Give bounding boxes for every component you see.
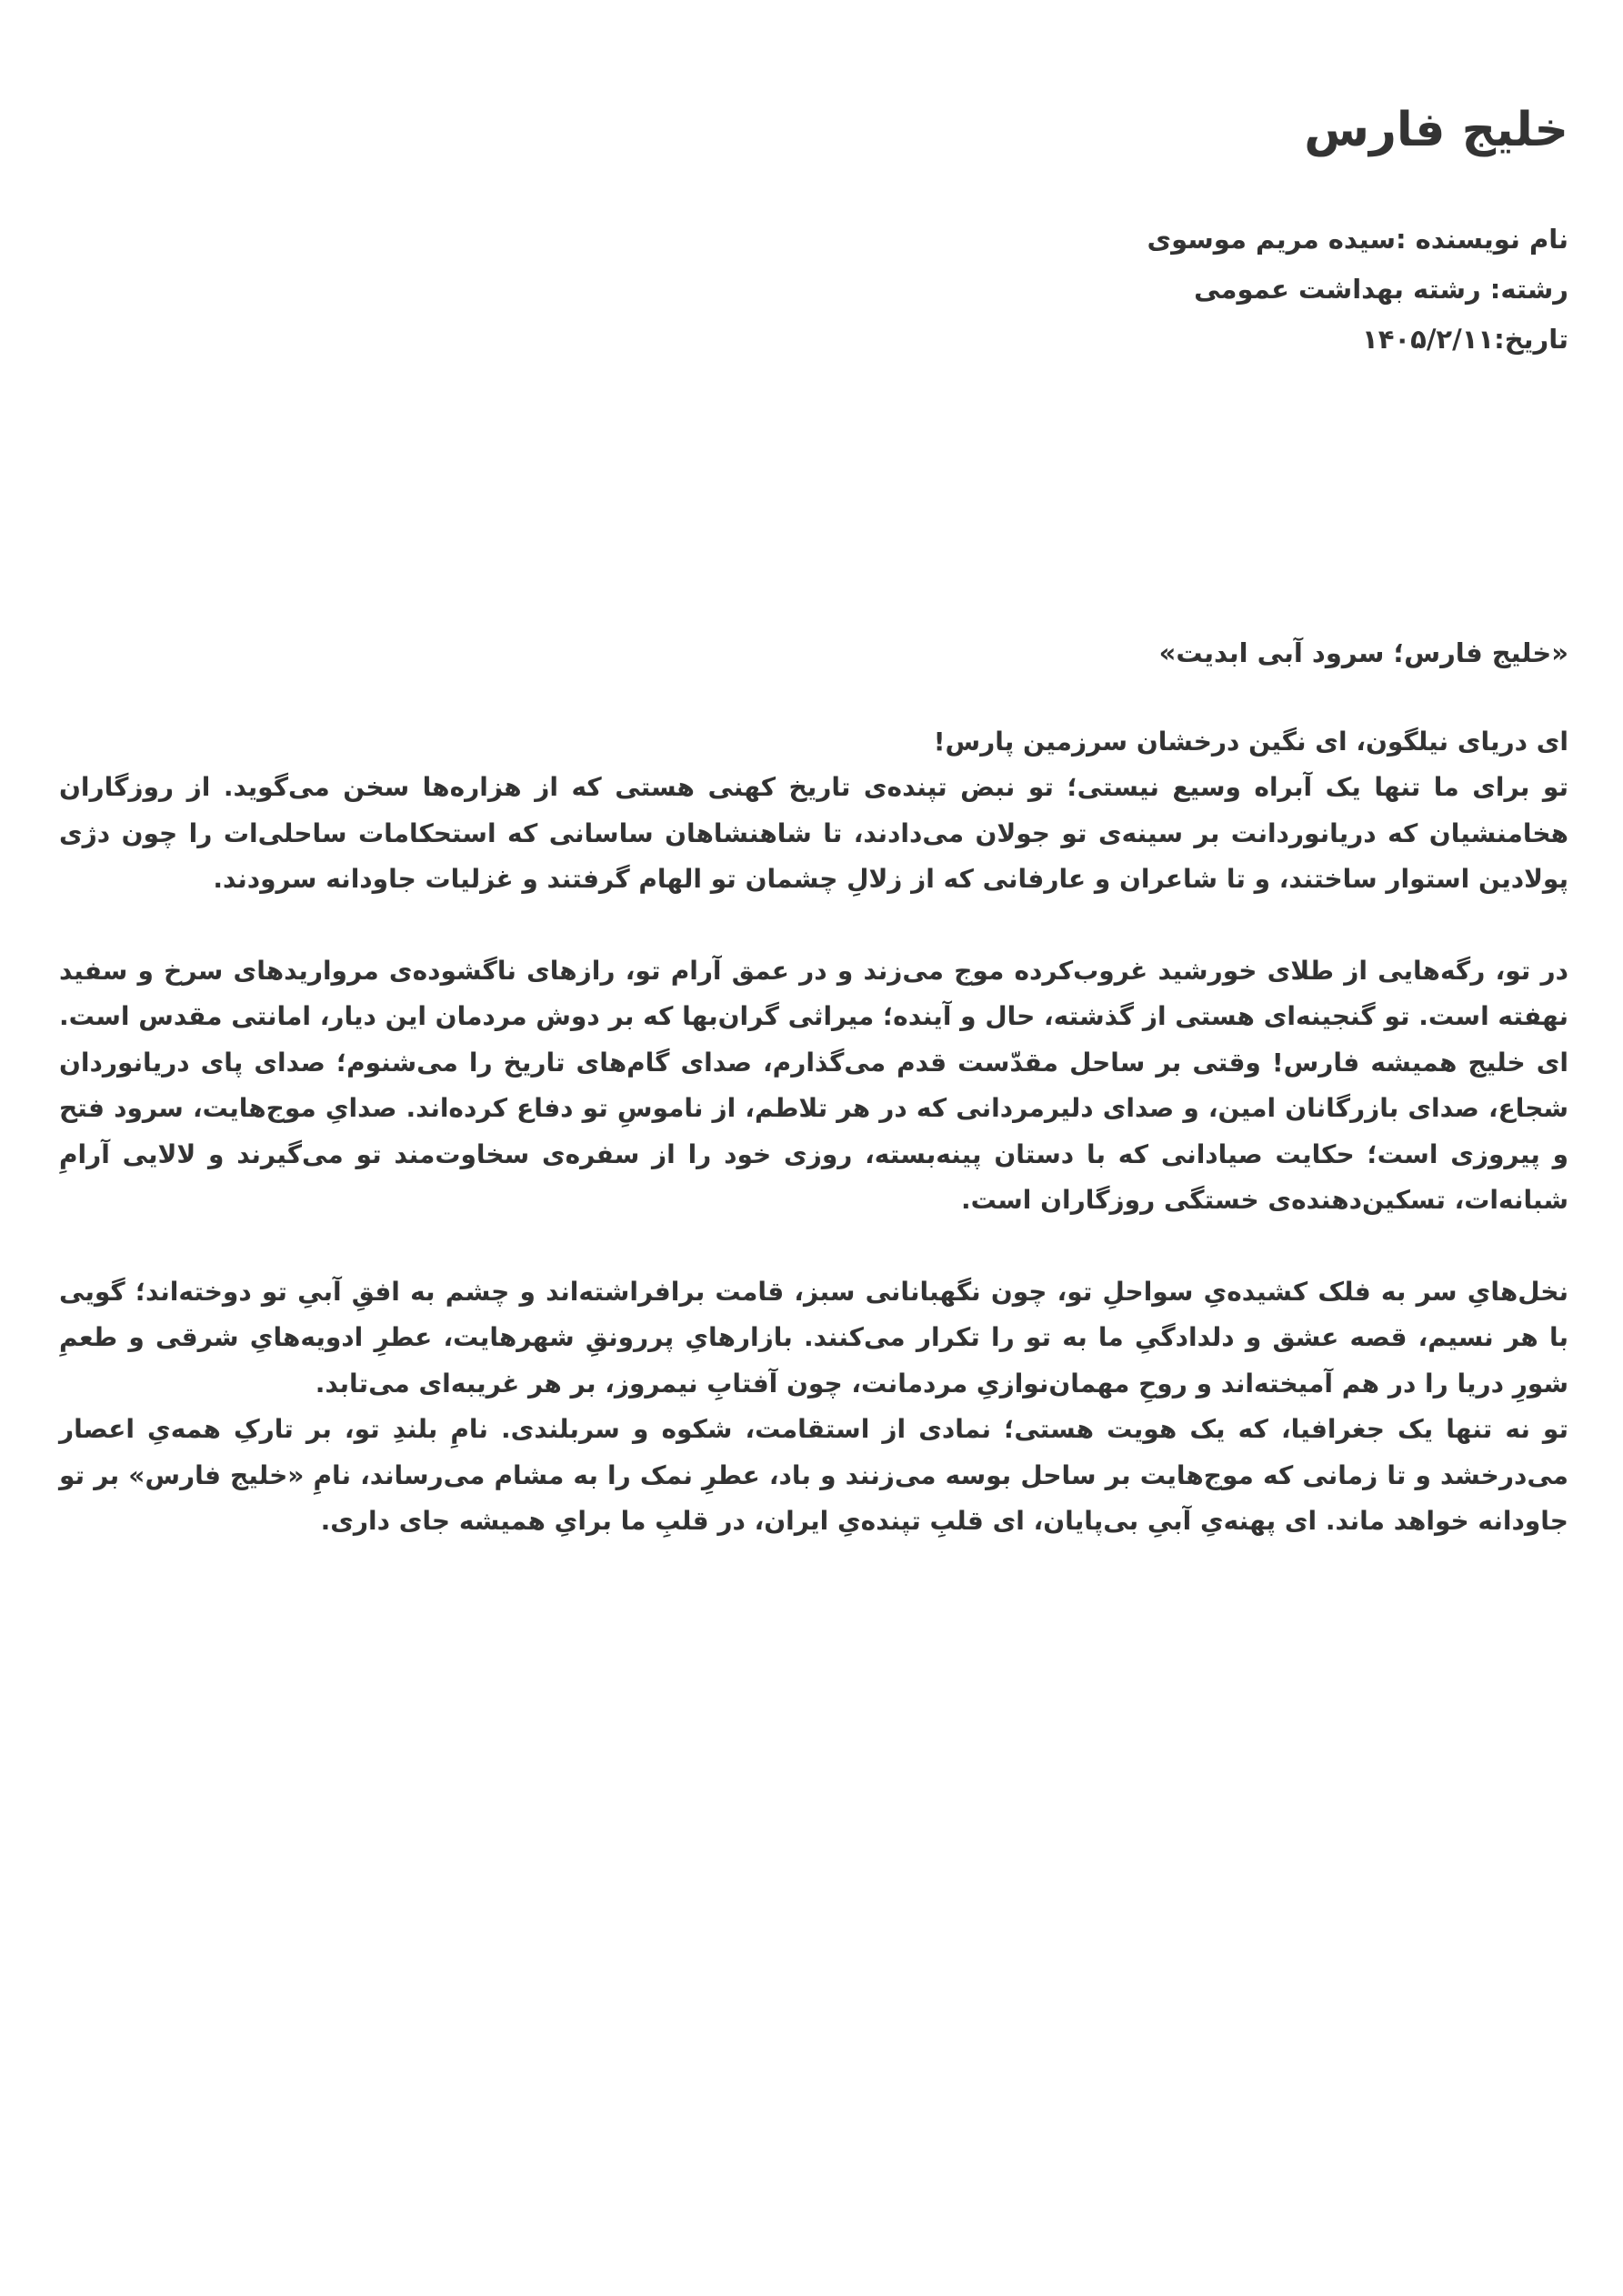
date-line: تاریخ:۱۴۰۵/۲/۱۱ <box>1362 323 1568 355</box>
document-title: خلیج فارس <box>1304 103 1568 157</box>
paragraph: ای دریای نیلگون، ای نگین درخشان سرزمین پارس! <box>933 726 1568 757</box>
document-meta <box>59 215 1568 365</box>
paragraph-gap <box>59 1224 1568 1269</box>
paragraph: تو برای ما تنها یک آبراه وسیع نیستی؛ تو نبض تپنده‌ی تاریخ کهنی هستی که از هزاره‌ها سخن می‌گوید. از روزگاران هخامنشیان که دریانوردانت بر سینه‌ی تو جولان می‌دادند، تا شاهنشاهان ساسانی که استحکامات ساحلی‌ات را چون دژی پولادین استوار ساختند، و تا شاعران و عارفانی که از زلالِ چشمان تو الهام گرفتند و غزلیات جاودانه سرودند. <box>59 772 1568 895</box>
field-line: رشته: رشته بهداشت عمومی <box>1194 273 1568 305</box>
paragraph: در تو، رگه‌هایی از طلای خورشید غروب‌کرده موج می‌زند و در عمق آرام تو، رازهای ناگشوده‌ی مرواریدهای سرخ و سفید نهفته است. تو گنجینه‌ای هستی از گذشته، حال و آینده؛ میراثی گران‌بها که بر دوش مردمان این دیار، امانتی مقدس است. <box>59 955 1568 1032</box>
essay-subtitle: «خلیج فارس؛ سرود آبی ابدیت» <box>1158 637 1568 668</box>
essay-body <box>59 719 1568 1545</box>
author-line: نام نویسنده :سیده مریم موسوی <box>1147 223 1568 255</box>
paragraph-gap <box>59 903 1568 948</box>
paragraph: تو نه تنها یک جغرافیا، که یک هویت هستی؛ نمادی از استقامت، شکوه و سربلندی. نامِ بلندِ تو، بر تارکِ همه‌یِ اعصار می‌درخشد و تا زمانی که موج‌هایت بر ساحل بوسه می‌زنند و باد، عطرِ نمک را به مشام می‌رساند، نامِ «خلیج فارس» بر تو جاودانه خواهد ماند. ای پهنه‌یِ آبیِ بی‌پایان، ای قلبِ تپنده‌یِ ایران، در قلبِ ما برایِ همیشه جای داری. <box>59 1414 1568 1537</box>
paragraph: نخل‌هایِ سر به فلک کشیده‌یِ سواحلِ تو، چون نگهبانانی سبز، قامت برافراشته‌اند و چشم به افقِ آبیِ تو دوخته‌اند؛ گویی با هر نسیم، قصه عشق و دلدادگیِ ما به تو را تکرار می‌کنند. بازارهایِ پررونقِ شهرهایت، عطرِ ادویه‌هایِ شرقی و طعمِ شورِ دریا را در هم آمیخته‌اند و روحِ مهمان‌نوازیِ مردمانت، چون آفتابِ نیمروز، بر هر غریبه‌ای می‌تابد. <box>59 1276 1568 1399</box>
paragraph: ای خلیج همیشه فارس! وقتی بر ساحل مقدّست قدم می‌گذارم، صدای گام‌های تاریخ را می‌شنوم؛ صدای پای دریانوردان شجاع، صدای بازرگانان امین، و صدای دلیرمردانی که در هر تلاطم، از ناموسِ تو دفاع کرده‌اند. صدایِ موج‌هایت، سرود فتح و پیروزی است؛ حکایت صیادانی که با دستان پینه‌بسته، روزی خود را از سفره‌ی سخاوت‌مند تو می‌گیرند و لالایی آرامِ شبانه‌ات، تسکین‌دهنده‌ی خستگی روزگاران است. <box>59 1047 1568 1216</box>
